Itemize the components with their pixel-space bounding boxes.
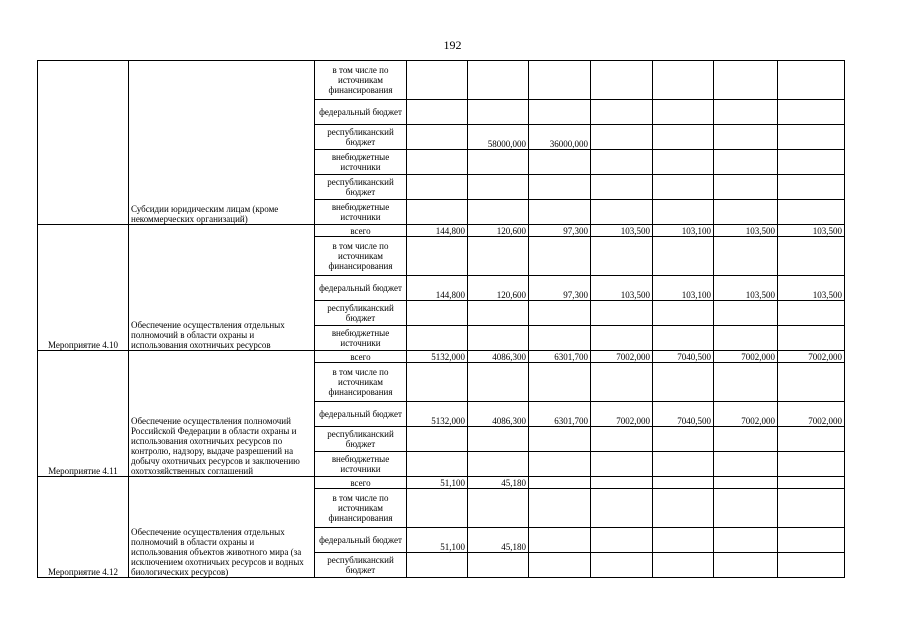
value-cell (591, 125, 653, 150)
value-cell (778, 489, 845, 528)
value-cell: 5132,000 (407, 351, 468, 363)
value-cell (591, 100, 653, 125)
funding-source-cell: внебюджетные источники (315, 200, 407, 225)
funding-source-cell: федеральный бюджет (315, 402, 407, 427)
funding-source-cell: республиканский бюджет (315, 175, 407, 200)
value-cell: 103,500 (714, 276, 778, 301)
value-cell: 6301,700 (529, 351, 591, 363)
value-cell (407, 363, 468, 402)
value-cell (591, 301, 653, 326)
value-cell (407, 427, 468, 452)
funding-source-cell: внебюджетные источники (315, 150, 407, 175)
value-cell (468, 100, 529, 125)
value-cell (653, 175, 714, 200)
value-cell (591, 477, 653, 489)
funding-source-cell: в том числе по источникам финансирования (315, 237, 407, 276)
value-cell (407, 452, 468, 477)
funding-source-cell: всего (315, 477, 407, 489)
value-cell (714, 61, 778, 100)
funding-source-cell: республиканский бюджет (315, 553, 407, 578)
value-cell (653, 452, 714, 477)
value-cell (714, 489, 778, 528)
value-cell (468, 363, 529, 402)
value-cell: 6301,700 (529, 402, 591, 427)
value-cell (778, 528, 845, 553)
value-cell (653, 237, 714, 276)
value-cell: 103,100 (653, 276, 714, 301)
value-cell (529, 326, 591, 351)
funding-source-cell: федеральный бюджет (315, 276, 407, 301)
budget-table (37, 60, 845, 578)
value-cell (653, 363, 714, 402)
value-cell: 144,800 (407, 276, 468, 301)
value-cell (468, 175, 529, 200)
value-cell (407, 100, 468, 125)
table-row (38, 477, 845, 489)
value-cell: 97,300 (529, 225, 591, 237)
value-cell: 144,800 (407, 225, 468, 237)
value-cell (714, 125, 778, 150)
value-cell (653, 489, 714, 528)
value-cell (468, 452, 529, 477)
value-cell: 7040,500 (653, 351, 714, 363)
value-cell (529, 175, 591, 200)
value-cell (529, 150, 591, 175)
value-cell: 58000,000 (468, 125, 529, 150)
value-cell: 103,500 (591, 225, 653, 237)
measure-cell: Мероприятие 4.11 (38, 351, 129, 477)
value-cell (653, 477, 714, 489)
description-cell: Обеспечение осуществления полномочий Российской Федерации в области охраны и использования охотничьих ресурсов по контролю, надзору, выдаче разрешений на добычу охотничьих ресурсов и заключению охотхозяйственных соглашений (129, 351, 315, 477)
value-cell: 36000,000 (529, 125, 591, 150)
value-cell (653, 553, 714, 578)
value-cell (591, 237, 653, 276)
value-cell (653, 125, 714, 150)
value-cell (778, 363, 845, 402)
value-cell: 120,600 (468, 276, 529, 301)
value-cell: 7040,500 (653, 402, 714, 427)
value-cell (778, 61, 845, 100)
value-cell (714, 452, 778, 477)
value-cell (591, 363, 653, 402)
value-cell (778, 477, 845, 489)
value-cell: 103,100 (653, 225, 714, 237)
value-cell: 7002,000 (778, 351, 845, 363)
value-cell (529, 553, 591, 578)
funding-source-cell: республиканский бюджет (315, 301, 407, 326)
value-cell (653, 326, 714, 351)
value-cell: 7002,000 (591, 402, 653, 427)
value-cell (714, 427, 778, 452)
budget-table-body (38, 61, 845, 578)
value-cell (591, 489, 653, 528)
value-cell (407, 553, 468, 578)
funding-source-cell: в том числе по источникам финансирования (315, 61, 407, 100)
value-cell: 4086,300 (468, 402, 529, 427)
value-cell (591, 175, 653, 200)
value-cell: 103,500 (714, 225, 778, 237)
value-cell (468, 61, 529, 100)
value-cell (653, 528, 714, 553)
value-cell (778, 175, 845, 200)
value-cell (529, 237, 591, 276)
value-cell (714, 326, 778, 351)
funding-source-cell: в том числе по источникам финансирования (315, 489, 407, 528)
value-cell (714, 553, 778, 578)
value-cell (714, 175, 778, 200)
value-cell (468, 427, 529, 452)
value-cell (653, 100, 714, 125)
value-cell (653, 150, 714, 175)
table-row (38, 351, 845, 363)
value-cell (529, 301, 591, 326)
value-cell (714, 528, 778, 553)
funding-source-cell: в том числе по источникам финансирования (315, 363, 407, 402)
value-cell (714, 477, 778, 489)
value-cell: 51,100 (407, 477, 468, 489)
value-cell (653, 61, 714, 100)
value-cell: 103,500 (778, 225, 845, 237)
value-cell (591, 150, 653, 175)
funding-source-cell: внебюджетные источники (315, 326, 407, 351)
value-cell (529, 61, 591, 100)
table-row (38, 225, 845, 237)
value-cell (778, 301, 845, 326)
description-cell: Субсидии юридическим лицам (кроме некоммерческих организаций) (129, 61, 315, 225)
value-cell (468, 326, 529, 351)
value-cell: 45,180 (468, 528, 529, 553)
value-cell (529, 427, 591, 452)
value-cell (468, 489, 529, 528)
value-cell (653, 427, 714, 452)
value-cell (407, 489, 468, 528)
value-cell (591, 553, 653, 578)
description-cell: Обеспечение осуществления отдельных полномочий в области охраны и использования охотничьих ресурсов (129, 225, 315, 351)
funding-source-cell: всего (315, 225, 407, 237)
funding-source-cell: республиканский бюджет (315, 125, 407, 150)
funding-source-cell: федеральный бюджет (315, 528, 407, 553)
value-cell: 7002,000 (591, 351, 653, 363)
value-cell (407, 125, 468, 150)
value-cell (407, 326, 468, 351)
value-cell (468, 200, 529, 225)
value-cell (778, 125, 845, 150)
value-cell (591, 528, 653, 553)
value-cell (529, 363, 591, 402)
value-cell (529, 100, 591, 125)
value-cell (407, 237, 468, 276)
value-cell (714, 301, 778, 326)
value-cell (407, 301, 468, 326)
funding-source-cell: внебюджетные источники (315, 452, 407, 477)
value-cell (778, 237, 845, 276)
value-cell (407, 200, 468, 225)
value-cell (468, 237, 529, 276)
value-cell (778, 553, 845, 578)
value-cell (407, 150, 468, 175)
value-cell (778, 200, 845, 225)
value-cell (778, 150, 845, 175)
value-cell (468, 150, 529, 175)
page-number: 192 (443, 38, 462, 52)
measure-cell (38, 61, 129, 225)
value-cell: 45,180 (468, 477, 529, 489)
value-cell: 7002,000 (714, 402, 778, 427)
value-cell (591, 200, 653, 225)
value-cell (591, 427, 653, 452)
value-cell (714, 363, 778, 402)
value-cell (529, 489, 591, 528)
value-cell (529, 528, 591, 553)
value-cell (714, 237, 778, 276)
value-cell: 7002,000 (778, 402, 845, 427)
value-cell (778, 326, 845, 351)
value-cell (529, 477, 591, 489)
value-cell (407, 61, 468, 100)
value-cell (468, 553, 529, 578)
value-cell (591, 326, 653, 351)
measure-cell: Мероприятие 4.12 (38, 477, 129, 578)
value-cell: 120,600 (468, 225, 529, 237)
value-cell (468, 301, 529, 326)
value-cell (714, 100, 778, 125)
value-cell (653, 200, 714, 225)
value-cell (778, 452, 845, 477)
measure-cell: Мероприятие 4.10 (38, 225, 129, 351)
value-cell (714, 200, 778, 225)
value-cell (778, 100, 845, 125)
funding-source-cell: федеральный бюджет (315, 100, 407, 125)
value-cell (778, 427, 845, 452)
value-cell: 7002,000 (714, 351, 778, 363)
value-cell (591, 61, 653, 100)
value-cell: 103,500 (778, 276, 845, 301)
value-cell (407, 175, 468, 200)
value-cell (529, 452, 591, 477)
value-cell (591, 452, 653, 477)
value-cell (714, 150, 778, 175)
value-cell (653, 301, 714, 326)
value-cell: 4086,300 (468, 351, 529, 363)
value-cell: 51,100 (407, 528, 468, 553)
funding-source-cell: республиканский бюджет (315, 427, 407, 452)
value-cell: 5132,000 (407, 402, 468, 427)
value-cell: 103,500 (591, 276, 653, 301)
funding-source-cell: всего (315, 351, 407, 363)
table-row (38, 61, 845, 100)
value-cell: 97,300 (529, 276, 591, 301)
description-cell: Обеспечение осуществления отдельных полномочий в области охраны и использования объектов животного мира (за исключением охотничьих ресурсов и водных биологических ресурсов) (129, 477, 315, 578)
value-cell (529, 200, 591, 225)
